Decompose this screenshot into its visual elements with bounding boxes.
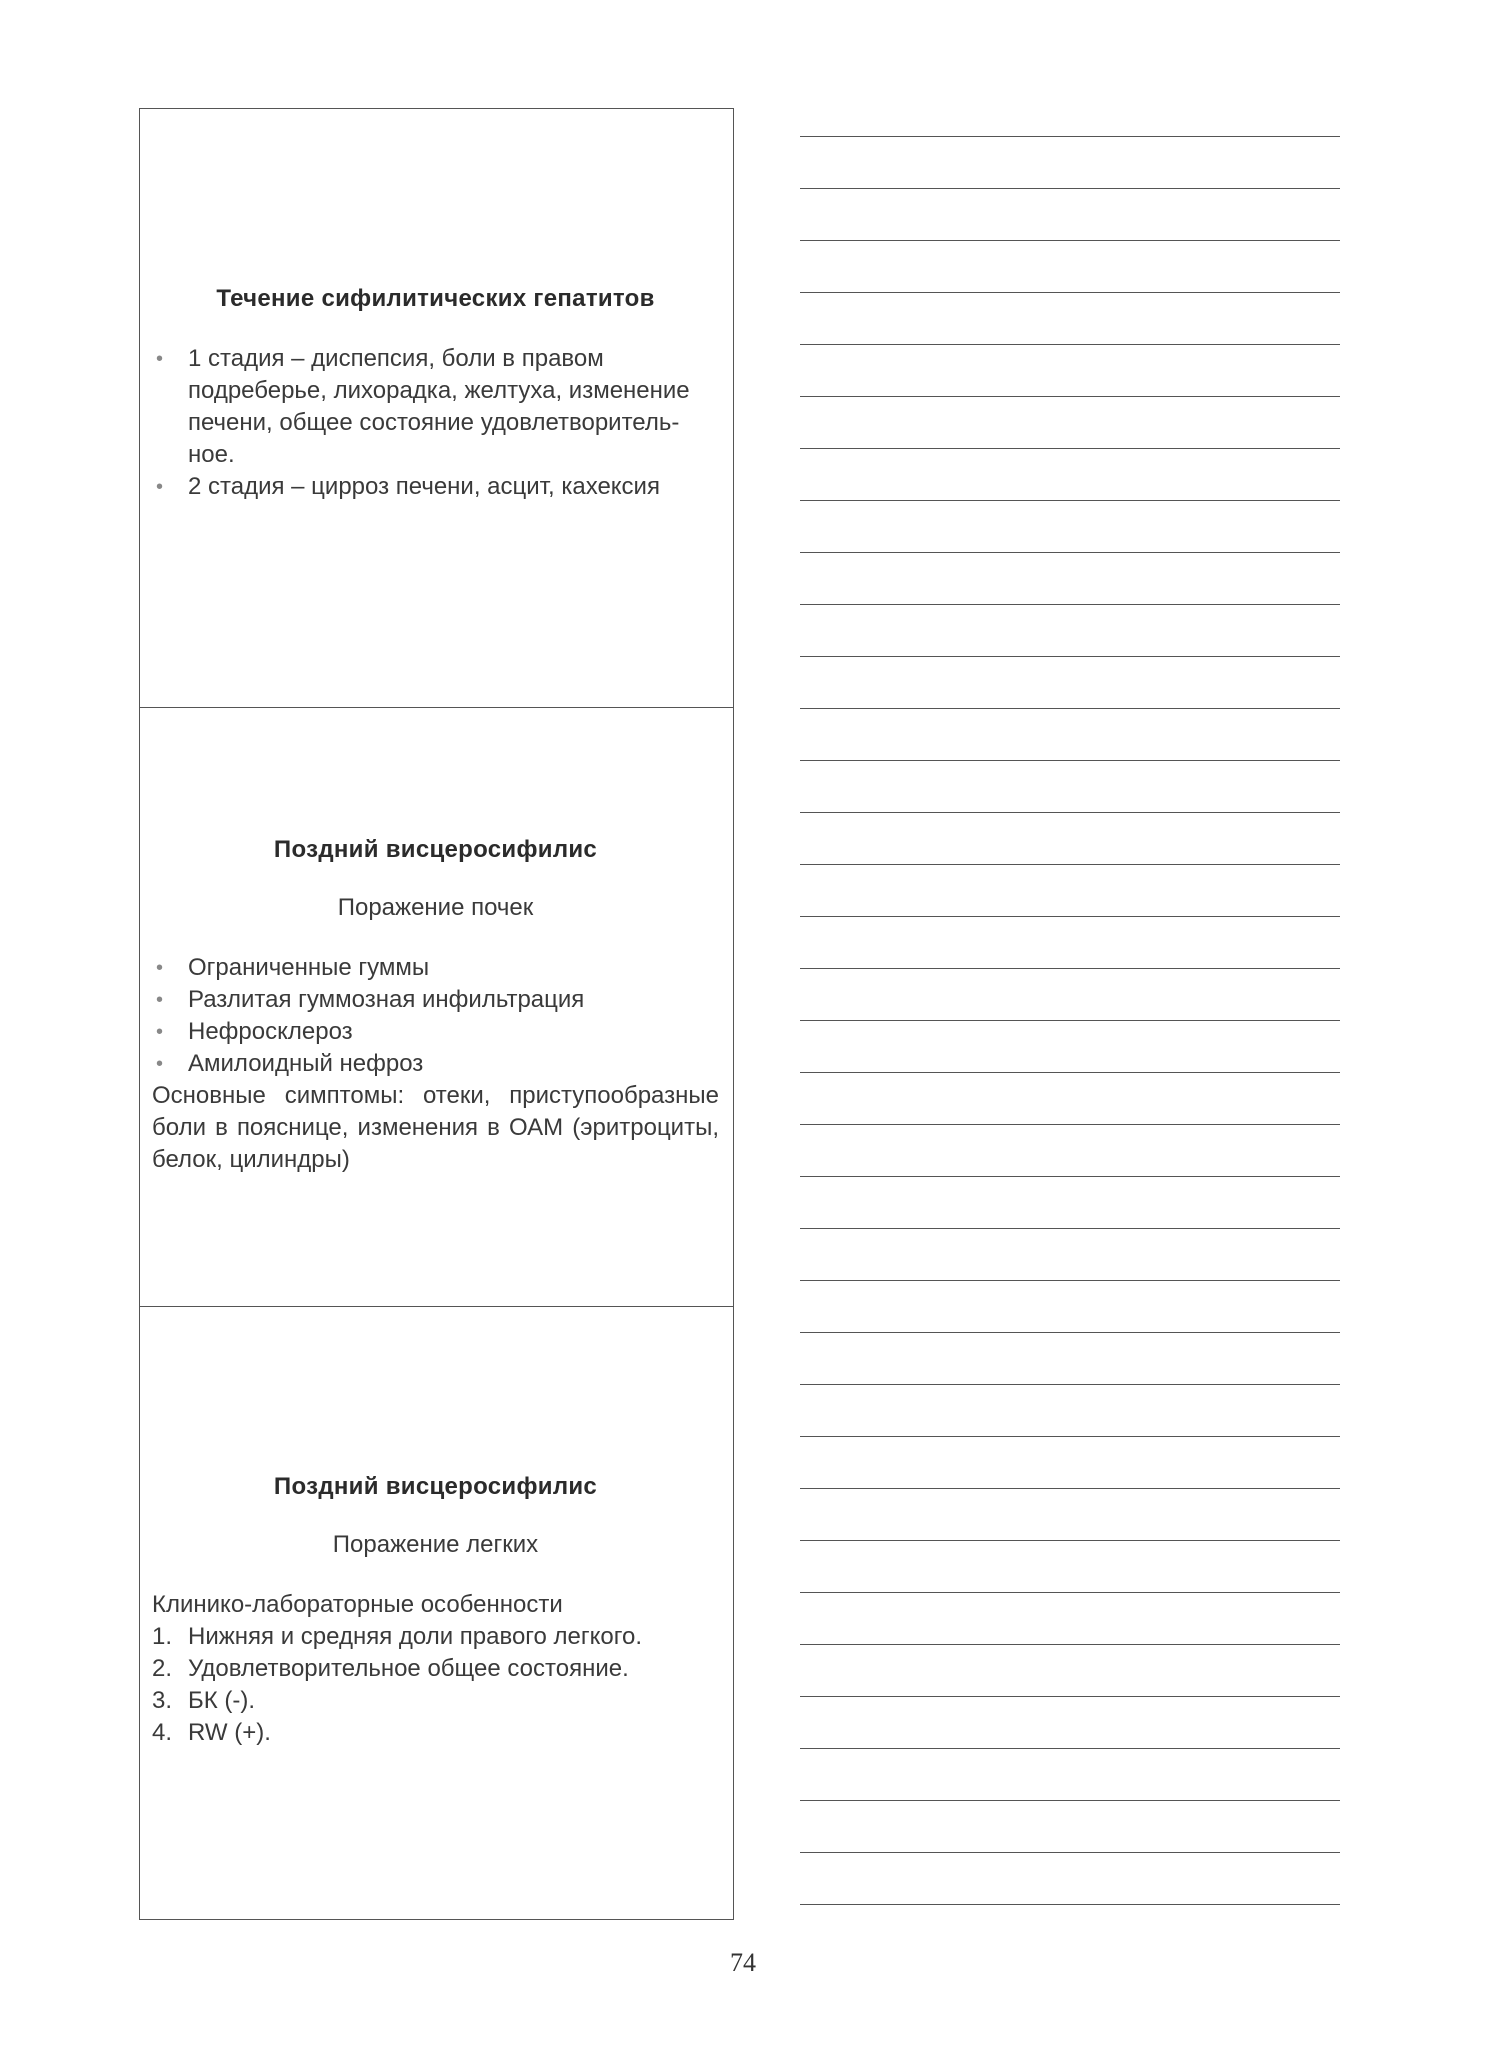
- note-line: [800, 1280, 1340, 1281]
- note-line: [800, 1176, 1340, 1177]
- note-line: [800, 1592, 1340, 1593]
- note-line: [800, 1696, 1340, 1697]
- page-number: 74: [730, 1948, 756, 1977]
- note-line: [800, 812, 1340, 813]
- bullet-icon: •: [156, 476, 164, 498]
- numbered-list: [152, 1621, 719, 1749]
- list-item: [152, 1653, 719, 1685]
- bullet-icon: •: [156, 1021, 164, 1043]
- note-line: [800, 1020, 1340, 1021]
- slide-title: Поздний висцеросифилис: [273, 1473, 598, 1500]
- slide-syphilitic-hepatitis: [140, 109, 733, 708]
- note-line: [800, 916, 1340, 917]
- list-item-text: Ограниченные гуммы: [188, 954, 430, 981]
- note-line: [800, 1228, 1340, 1229]
- notes-lines: [800, 136, 1340, 1956]
- list-item: [152, 471, 719, 503]
- list-item-text: Удовлетворительное общее состояние.: [188, 1655, 629, 1682]
- bullet-icon: •: [156, 989, 164, 1011]
- slide-subtitle: Поражение почек: [337, 894, 534, 921]
- note-line: [800, 1748, 1340, 1749]
- note-line: [800, 1488, 1340, 1489]
- list-item-text: Нефросклероз: [188, 1018, 353, 1045]
- list-item: [152, 1016, 719, 1048]
- list-item-text: Нижняя и средняя доли правого легкого.: [188, 1623, 642, 1650]
- bullet-icon: •: [156, 1053, 164, 1075]
- list-item: [152, 952, 719, 984]
- note-line: [800, 500, 1340, 501]
- slide-title: Поздний висцеросифилис: [273, 836, 598, 863]
- list-item: [152, 1048, 719, 1080]
- list-item: [152, 984, 719, 1016]
- list-item-number: 4.: [152, 1719, 173, 1746]
- slide-subtitle: Поражение легких: [332, 1531, 539, 1558]
- list-item-text: 1 стадия – диспепсия, боли в правом подреберье, лихорадка, желтуха, изменение печени, общее состояние удовлетворитель-ное.: [188, 345, 690, 468]
- bullet-list: [152, 952, 719, 1080]
- note-line: [800, 968, 1340, 969]
- slide-content: [152, 1473, 719, 1749]
- slide-lung-lesions: [140, 1307, 733, 1919]
- list-item-text: RW (+).: [188, 1719, 271, 1746]
- list-item-text: 2 стадия – цирроз печени, асцит, кахексия: [188, 473, 660, 500]
- note-line: [800, 448, 1340, 449]
- list-item: [152, 1717, 719, 1749]
- note-line: [800, 188, 1340, 189]
- list-item-number: 2.: [152, 1655, 173, 1682]
- note-line: [800, 760, 1340, 761]
- list-item: [152, 1685, 719, 1717]
- list-item-text: Разлитая гуммозная инфильтрация: [188, 986, 585, 1013]
- bullet-icon: •: [156, 348, 164, 370]
- note-line: [800, 240, 1340, 241]
- note-line: [800, 1852, 1340, 1853]
- note-line: [800, 1436, 1340, 1437]
- features-intro: Клинико-лабораторные особенности: [152, 1591, 563, 1618]
- list-item-number: 1.: [152, 1623, 173, 1650]
- symptoms-paragraph: Основные симптомы: отеки, приступообразные боли в пояснице, изменения в ОАМ (эритроциты, белок, цилиндры): [152, 1082, 719, 1173]
- note-line: [800, 1384, 1340, 1385]
- note-line: [800, 1800, 1340, 1801]
- note-line: [800, 604, 1340, 605]
- note-line: [800, 1644, 1340, 1645]
- note-line: [800, 552, 1340, 553]
- note-line: [800, 136, 1340, 137]
- note-line: [800, 1072, 1340, 1073]
- bullet-list: [152, 343, 719, 503]
- note-line: [800, 396, 1340, 397]
- bullet-icon: •: [156, 957, 164, 979]
- slide-kidney-lesions: [140, 708, 733, 1307]
- list-item-text: БК (-).: [188, 1687, 256, 1714]
- list-item: [152, 1621, 719, 1653]
- note-line: [800, 864, 1340, 865]
- list-item: [152, 343, 719, 471]
- note-line: [800, 656, 1340, 657]
- note-line: [800, 708, 1340, 709]
- note-line: [800, 1332, 1340, 1333]
- note-line: [800, 1904, 1340, 1905]
- note-line: [800, 1540, 1340, 1541]
- slide-content: [152, 836, 719, 1176]
- list-item-text: Амилоидный нефроз: [188, 1050, 424, 1077]
- slides-column: [139, 108, 734, 1920]
- note-line: [800, 1124, 1340, 1125]
- note-line: [800, 344, 1340, 345]
- note-line: [800, 292, 1340, 293]
- slide-title: Течение сифилитических гепатитов: [216, 285, 655, 312]
- list-item-number: 3.: [152, 1687, 173, 1714]
- slide-content: [152, 285, 719, 503]
